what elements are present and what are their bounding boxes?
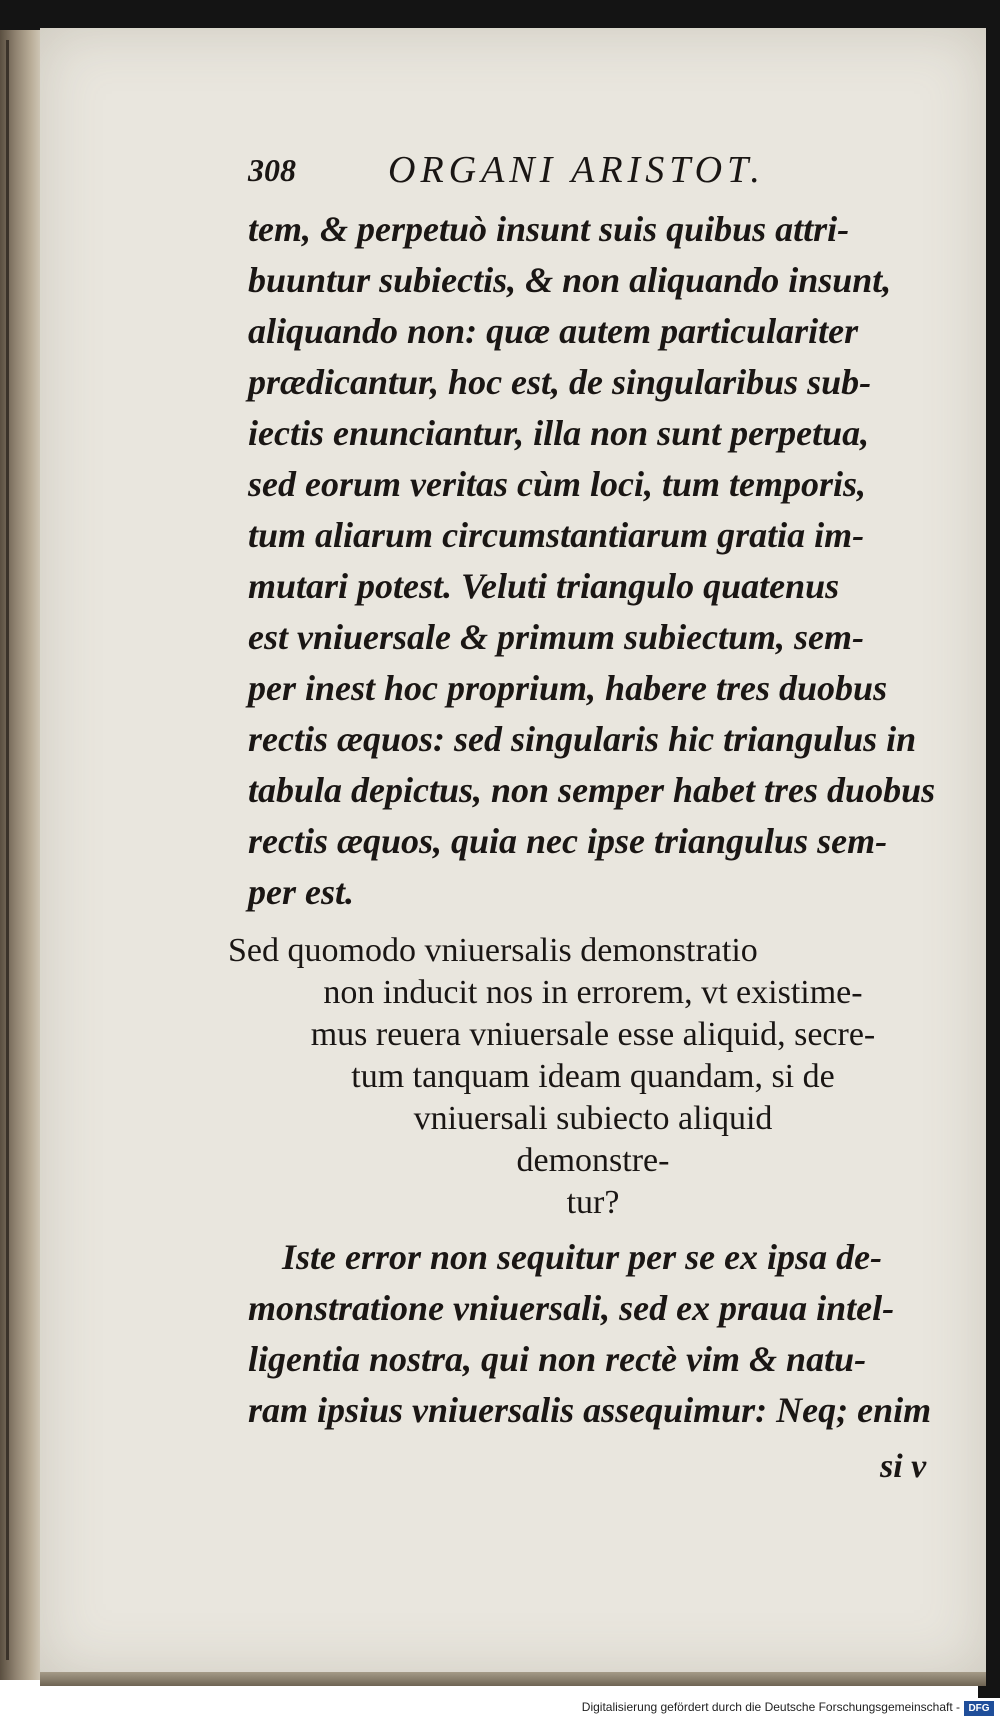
- paper-bottom-edge: [40, 1672, 986, 1686]
- page-number: 308: [248, 152, 296, 188]
- section-heading: [228, 930, 958, 1224]
- book-spine-line: [6, 40, 9, 1660]
- text-line: ram ipsius vniuersalis assequimur: Neq; enim: [248, 1390, 932, 1430]
- text-line: per inest hoc proprium, habere tres duobus: [248, 668, 888, 708]
- heading-line: vniuersali subiecto aliquid: [413, 1100, 773, 1137]
- text-line: tabula depictus, non semper habet tres duobus: [248, 770, 936, 810]
- heading-line: Sed quomodo vniuersalis demonstratio: [228, 932, 758, 969]
- text-line: tem, & perpetuò insunt suis quibus attri-: [248, 209, 850, 249]
- text-line: rectis æquos, quia nec ipse triangulus sem-: [248, 821, 888, 861]
- catchword: si v: [880, 1448, 927, 1485]
- text-line: monstratione vniuersali, sed ex praua intel-: [248, 1288, 895, 1328]
- text-line: tum aliarum circumstantiarum gratia im-: [248, 515, 865, 555]
- text-line: iectis enunciantur, illa non sunt perpetua,: [248, 413, 870, 453]
- text-line: mutari potest. Veluti triangulo quatenus: [248, 566, 840, 606]
- running-title: ORGANI ARISTOT.: [388, 149, 765, 191]
- scanner-background-top: [0, 0, 1000, 30]
- heading-line: tum tanquam ideam quandam, si de: [351, 1058, 835, 1095]
- text-line: Iste error non sequitur per se ex ipsa de-: [282, 1237, 883, 1277]
- digitization-footer: [0, 1698, 1000, 1721]
- text-line: ligentia nostra, qui non rectè vim & natu-: [248, 1339, 867, 1379]
- heading-line: non inducit nos in errorem, vt existime-: [323, 974, 863, 1011]
- paragraph-2: [248, 1232, 964, 1436]
- text-line: est vniuersale & primum subiectum, sem-: [248, 617, 865, 657]
- paragraph-1: [248, 204, 964, 918]
- text-line: sed eorum veritas cùm loci, tum temporis,: [248, 464, 866, 504]
- text-line: rectis æquos: sed singularis hic triangulus in: [248, 719, 917, 759]
- page-content: [228, 148, 964, 1436]
- text-line: prædicantur, hoc est, de singularibus sub-: [248, 362, 872, 402]
- funding-credit: Digitalisierung gefördert durch die Deutsche Forschungsgemeinschaft -: [581, 1700, 960, 1714]
- text-line: buuntur subiectis, & non aliquando insunt,: [248, 260, 892, 300]
- text-line: per est.: [248, 872, 354, 912]
- heading-line: demonstre-: [516, 1142, 670, 1179]
- dfg-logo: DFG: [964, 1701, 994, 1716]
- text-line: aliquando non: quæ autem particulariter: [248, 311, 859, 351]
- heading-line: mus reuera vniuersale esse aliquid, secre-: [310, 1016, 876, 1053]
- heading-line: tur?: [566, 1184, 620, 1221]
- running-head: [248, 148, 964, 204]
